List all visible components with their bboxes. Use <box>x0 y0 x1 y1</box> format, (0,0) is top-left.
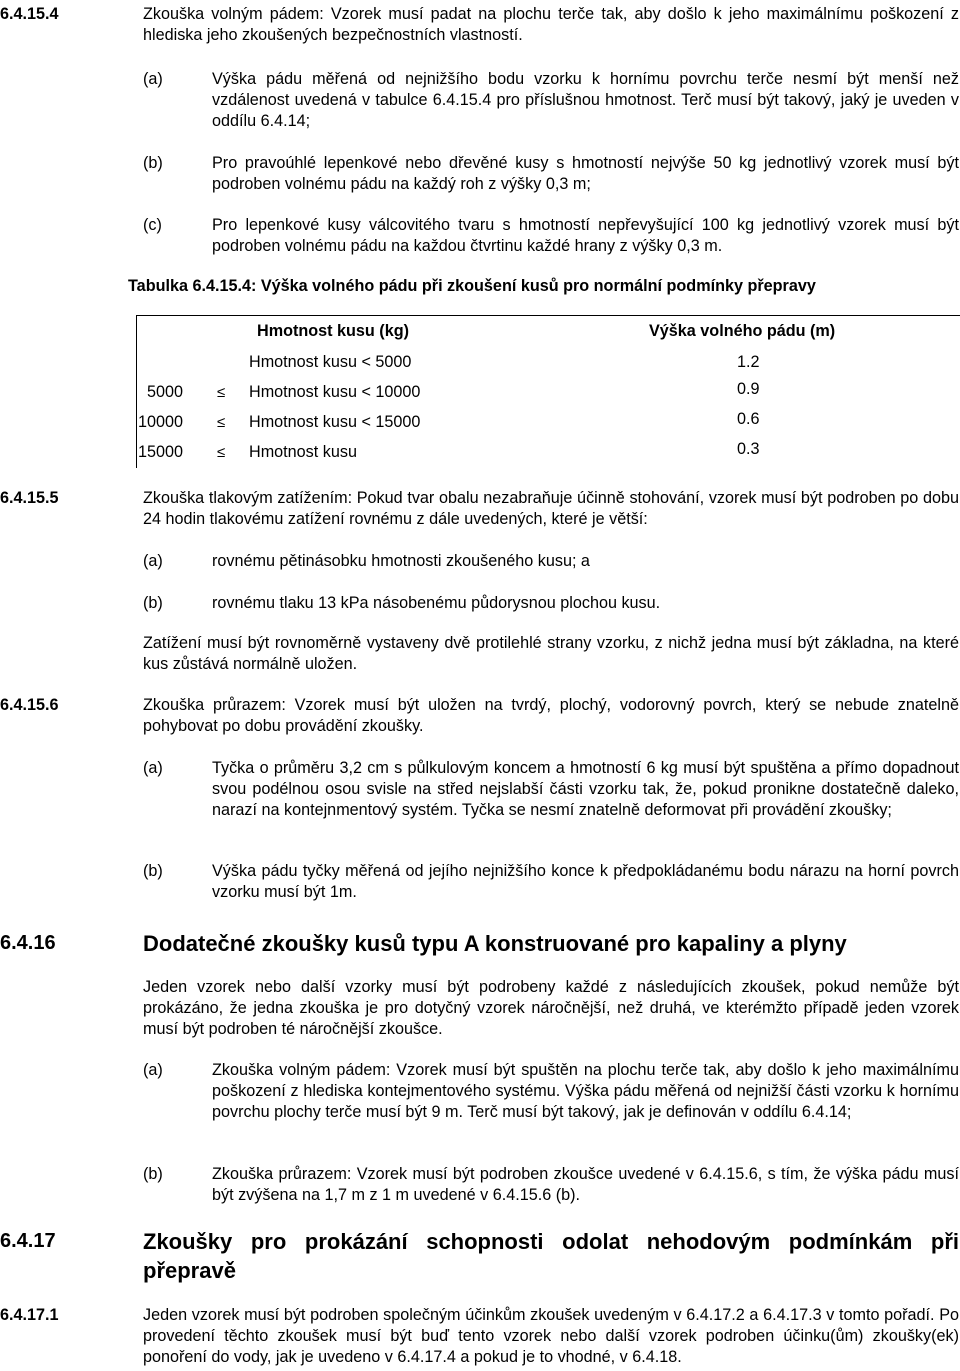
table-caption: Tabulka 6.4.15.4: Výška volného pádu při zkoušení kusů pro normální podmínky přepravy <box>128 277 816 295</box>
mass-range: Hmotnost kusu < 5000 <box>249 353 412 371</box>
item-label: (c) <box>143 216 162 234</box>
item-label: (b) <box>143 862 163 880</box>
section-heading: Dodatečné zkoušky kusů typu A konstruované pro kapaliny a plyny <box>143 931 847 956</box>
item-label: (a) <box>143 70 163 88</box>
item-label: (a) <box>143 1061 163 1079</box>
item-label: (b) <box>143 594 163 612</box>
section-number: 6.4.16 <box>0 932 56 954</box>
drop-height: 1.2 <box>737 353 760 371</box>
paragraph: Jeden vzorek nebo další vzorky musí být podrobeny každé z následujících zkoušek, pokud nemůže být prokázáno, že jedna zkouška je pro dotyčný vzorek náročnější, než druhá, ve kterémžto případě jeden vzorek musí být podroben té náročnější zkoušce. <box>143 978 959 1038</box>
item-text: rovnému pětinásobku hmotnosti zkoušeného kusu; a <box>212 552 590 570</box>
item-label: (b) <box>143 154 163 172</box>
section-text: Zkouška volným pádem: Vzorek musí padat na plochu terče tak, aby došlo k jeho maximálnímu poškození z hlediska jeho zkoušených bezpečnostních vlastností. <box>143 5 959 44</box>
item-text: Pro lepenkové kusy válcovitého tvaru s hmotností nepřevyšující 100 kg jednotlivý vzorek musí být podroben volnému pádu na každou čtvrtinu každé hrany z výšky 0,3 m. <box>212 216 959 255</box>
item-text: Tyčka o průměru 3,2 cm s půlkulovým koncem a hmotností 6 kg musí být spuštěna a přímo dopadnout svou podélnou osou svisle na střed nejslabší části vzorku tak, že, pokud pronikne dostatečně daleko, narazí na kontejnmentový systém. Tyčka se nesmí znatelně deformovat při provádění zkoušky; <box>212 759 959 819</box>
section-number: 6.4.15.4 <box>0 5 59 23</box>
paragraph: Zatížení musí být rovnoměrně vystaveny dvě protilehlé strany vzorku, z nichž jedna musí být základna, na které kus zůstává normálně uložen. <box>143 634 959 673</box>
section-text: Zkouška průrazem: Vzorek musí být uložen na tvrdý, plochý, vodorovný povrch, který se nebude znatelně pohybovat po dobu provádění zkoušky. <box>143 696 959 735</box>
item-label: (a) <box>143 552 163 570</box>
item-text: Zkouška průrazem: Vzorek musí být podroben zkoušce uvedené v 6.4.15.6, s tím, že výška pádu musí být zvýšena na 1,7 m z 1 m uvedené v 6.4.15.6 (b). <box>212 1165 959 1204</box>
less-or-equal-symbol: ≤ <box>217 444 226 461</box>
item-text: Výška pádu tyčky měřená od jejího nejnižšího konce k předpokládanému bodu nárazu na horní povrch vzorku musí být 1m. <box>212 862 959 901</box>
table-header-height: Výška volného pádu (m) <box>649 322 836 340</box>
less-or-equal-symbol: ≤ <box>217 414 226 431</box>
drop-height: 0.9 <box>737 380 760 398</box>
section-text: Zkouška tlakovým zatížením: Pokud tvar obalu nezabraňuje účinně stohování, vzorek musí být podroben po dobu 24 hodin tlakovému zatížení rovnému z dále uvedených, které je větší: <box>143 489 959 528</box>
section-number: 6.4.17.1 <box>0 1306 59 1324</box>
item-label: (b) <box>143 1165 163 1183</box>
section-number: 6.4.15.6 <box>0 696 59 714</box>
drop-height: 0.3 <box>737 440 760 458</box>
mass-range: Hmotnost kusu < 15000 <box>249 413 421 431</box>
section-number: 6.4.15.5 <box>0 489 59 507</box>
lower-bound: 10000 <box>138 413 184 431</box>
section-number: 6.4.17 <box>0 1230 56 1252</box>
section-text: Jeden vzorek musí být podroben společným účinkům zkoušek uvedeným v 6.4.17.2 a 6.4.17.3 v tomto pořadí. Po provedení těchto zkoušek musí být buď tento vzorek nebo další vzorek podroben účinku(ům) zkoušky(ek) ponoření do vody, jak je uvedeno v 6.4.17.4 a pokud je to vhodné, v 6.4.18. <box>143 1306 959 1366</box>
less-or-equal-symbol: ≤ <box>217 384 226 401</box>
section-heading: Zkoušky pro prokázání schopnosti odolat nehodovým podmínkám při přepravě <box>143 1229 959 1283</box>
item-text: Pro pravoúhlé lepenkové nebo dřevěné kusy s hmotností nejvýše 50 kg jednotlivý vzorek musí být podroben volnému pádu na každý roh z výšky 0,3 m; <box>212 154 959 193</box>
item-text: Výška pádu měřená od nejnižšího bodu vzorku k hornímu povrchu terče nesmí být menší než vzdálenost uvedená v tabulce 6.4.15.4 pro příslušnou hmotnost. Terč musí být takový, jaký je uveden v oddílu 6.4.14; <box>212 70 959 130</box>
item-text: Zkouška volným pádem: Vzorek musí být spuštěn na plochu terče tak, aby došlo k jeho maximálnímu poškození z hlediska kontejmentového systému. Výška pádu měřená od nejnižší části vzorku k hornímu povrchu plochy terče musí být 9 m. Terč musí být takový, jak je definován v oddílu 6.4.14; <box>212 1061 959 1121</box>
item-label: (a) <box>143 759 163 777</box>
mass-range: Hmotnost kusu < 10000 <box>249 383 421 401</box>
drop-height-table <box>136 315 960 468</box>
lower-bound: 5000 <box>147 383 184 401</box>
item-text: rovnému tlaku 13 kPa násobenému půdorysnou plochou kusu. <box>212 594 661 612</box>
lower-bound: 15000 <box>138 443 184 461</box>
mass-range: Hmotnost kusu <box>249 443 357 461</box>
drop-height: 0.6 <box>737 410 760 428</box>
table-header-mass: Hmotnost kusu (kg) <box>257 322 409 340</box>
